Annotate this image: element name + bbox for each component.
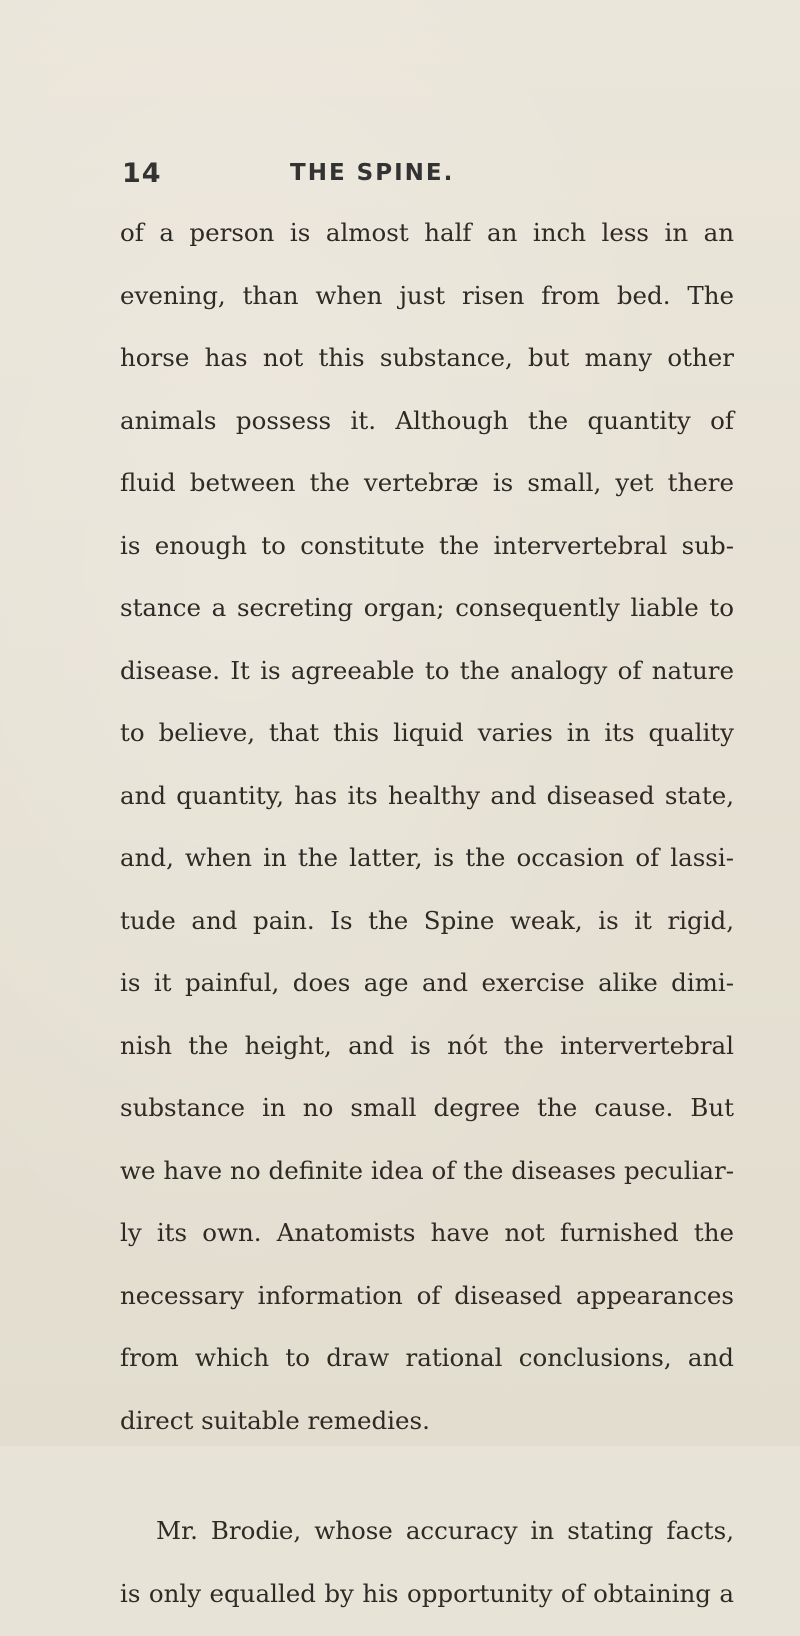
text-line: stance a secreting organ; consequently liable to	[120, 588, 734, 651]
page-header	[122, 158, 742, 194]
text-line: fluid between the vertebræ is small, yet there	[120, 463, 734, 526]
paragraph-spacer	[120, 1463, 734, 1511]
body-text	[120, 213, 734, 1636]
paragraph-2	[120, 1511, 734, 1636]
text-line: of a person is almost half an inch less in an	[120, 213, 734, 276]
text-line: is only equalled by his opportunity of obtaining a	[120, 1574, 734, 1636]
text-line: evening, than when just risen from bed. The	[120, 276, 734, 339]
text-line: nish the height, and is nót the intervertebral	[120, 1026, 734, 1089]
text-line: is it painful, does age and exercise alike dimi-	[120, 963, 734, 1026]
paragraph-1	[120, 213, 734, 1463]
text-line: ly its own. Anatomists have not furnished the	[120, 1213, 734, 1276]
text-line: tude and pain. Is the Spine weak, is it rigid,	[120, 901, 734, 964]
text-line: Mr. Brodie, whose accuracy in stating facts,	[120, 1511, 734, 1574]
text-line: and quantity, has its healthy and diseased state,	[120, 776, 734, 839]
text-line: direct suitable remedies.	[120, 1401, 734, 1464]
page-number: 14	[122, 158, 162, 189]
text-line: from which to draw rational conclusions, and	[120, 1338, 734, 1401]
text-line: necessary information of diseased appearances	[120, 1276, 734, 1339]
running-head: THE SPINE.	[290, 160, 454, 186]
text-line: is enough to constitute the intervertebral sub-	[120, 526, 734, 589]
text-line: animals possess it. Although the quantity of	[120, 401, 734, 464]
text-line: we have no definite idea of the diseases peculiar-	[120, 1151, 734, 1214]
text-line: to believe, that this liquid varies in its quality	[120, 713, 734, 776]
text-line: disease. It is agreeable to the analogy of nature	[120, 651, 734, 714]
text-line: and, when in the latter, is the occasion of lassi-	[120, 838, 734, 901]
text-line: substance in no small degree the cause. But	[120, 1088, 734, 1151]
text-line: horse has not this substance, but many other	[120, 338, 734, 401]
